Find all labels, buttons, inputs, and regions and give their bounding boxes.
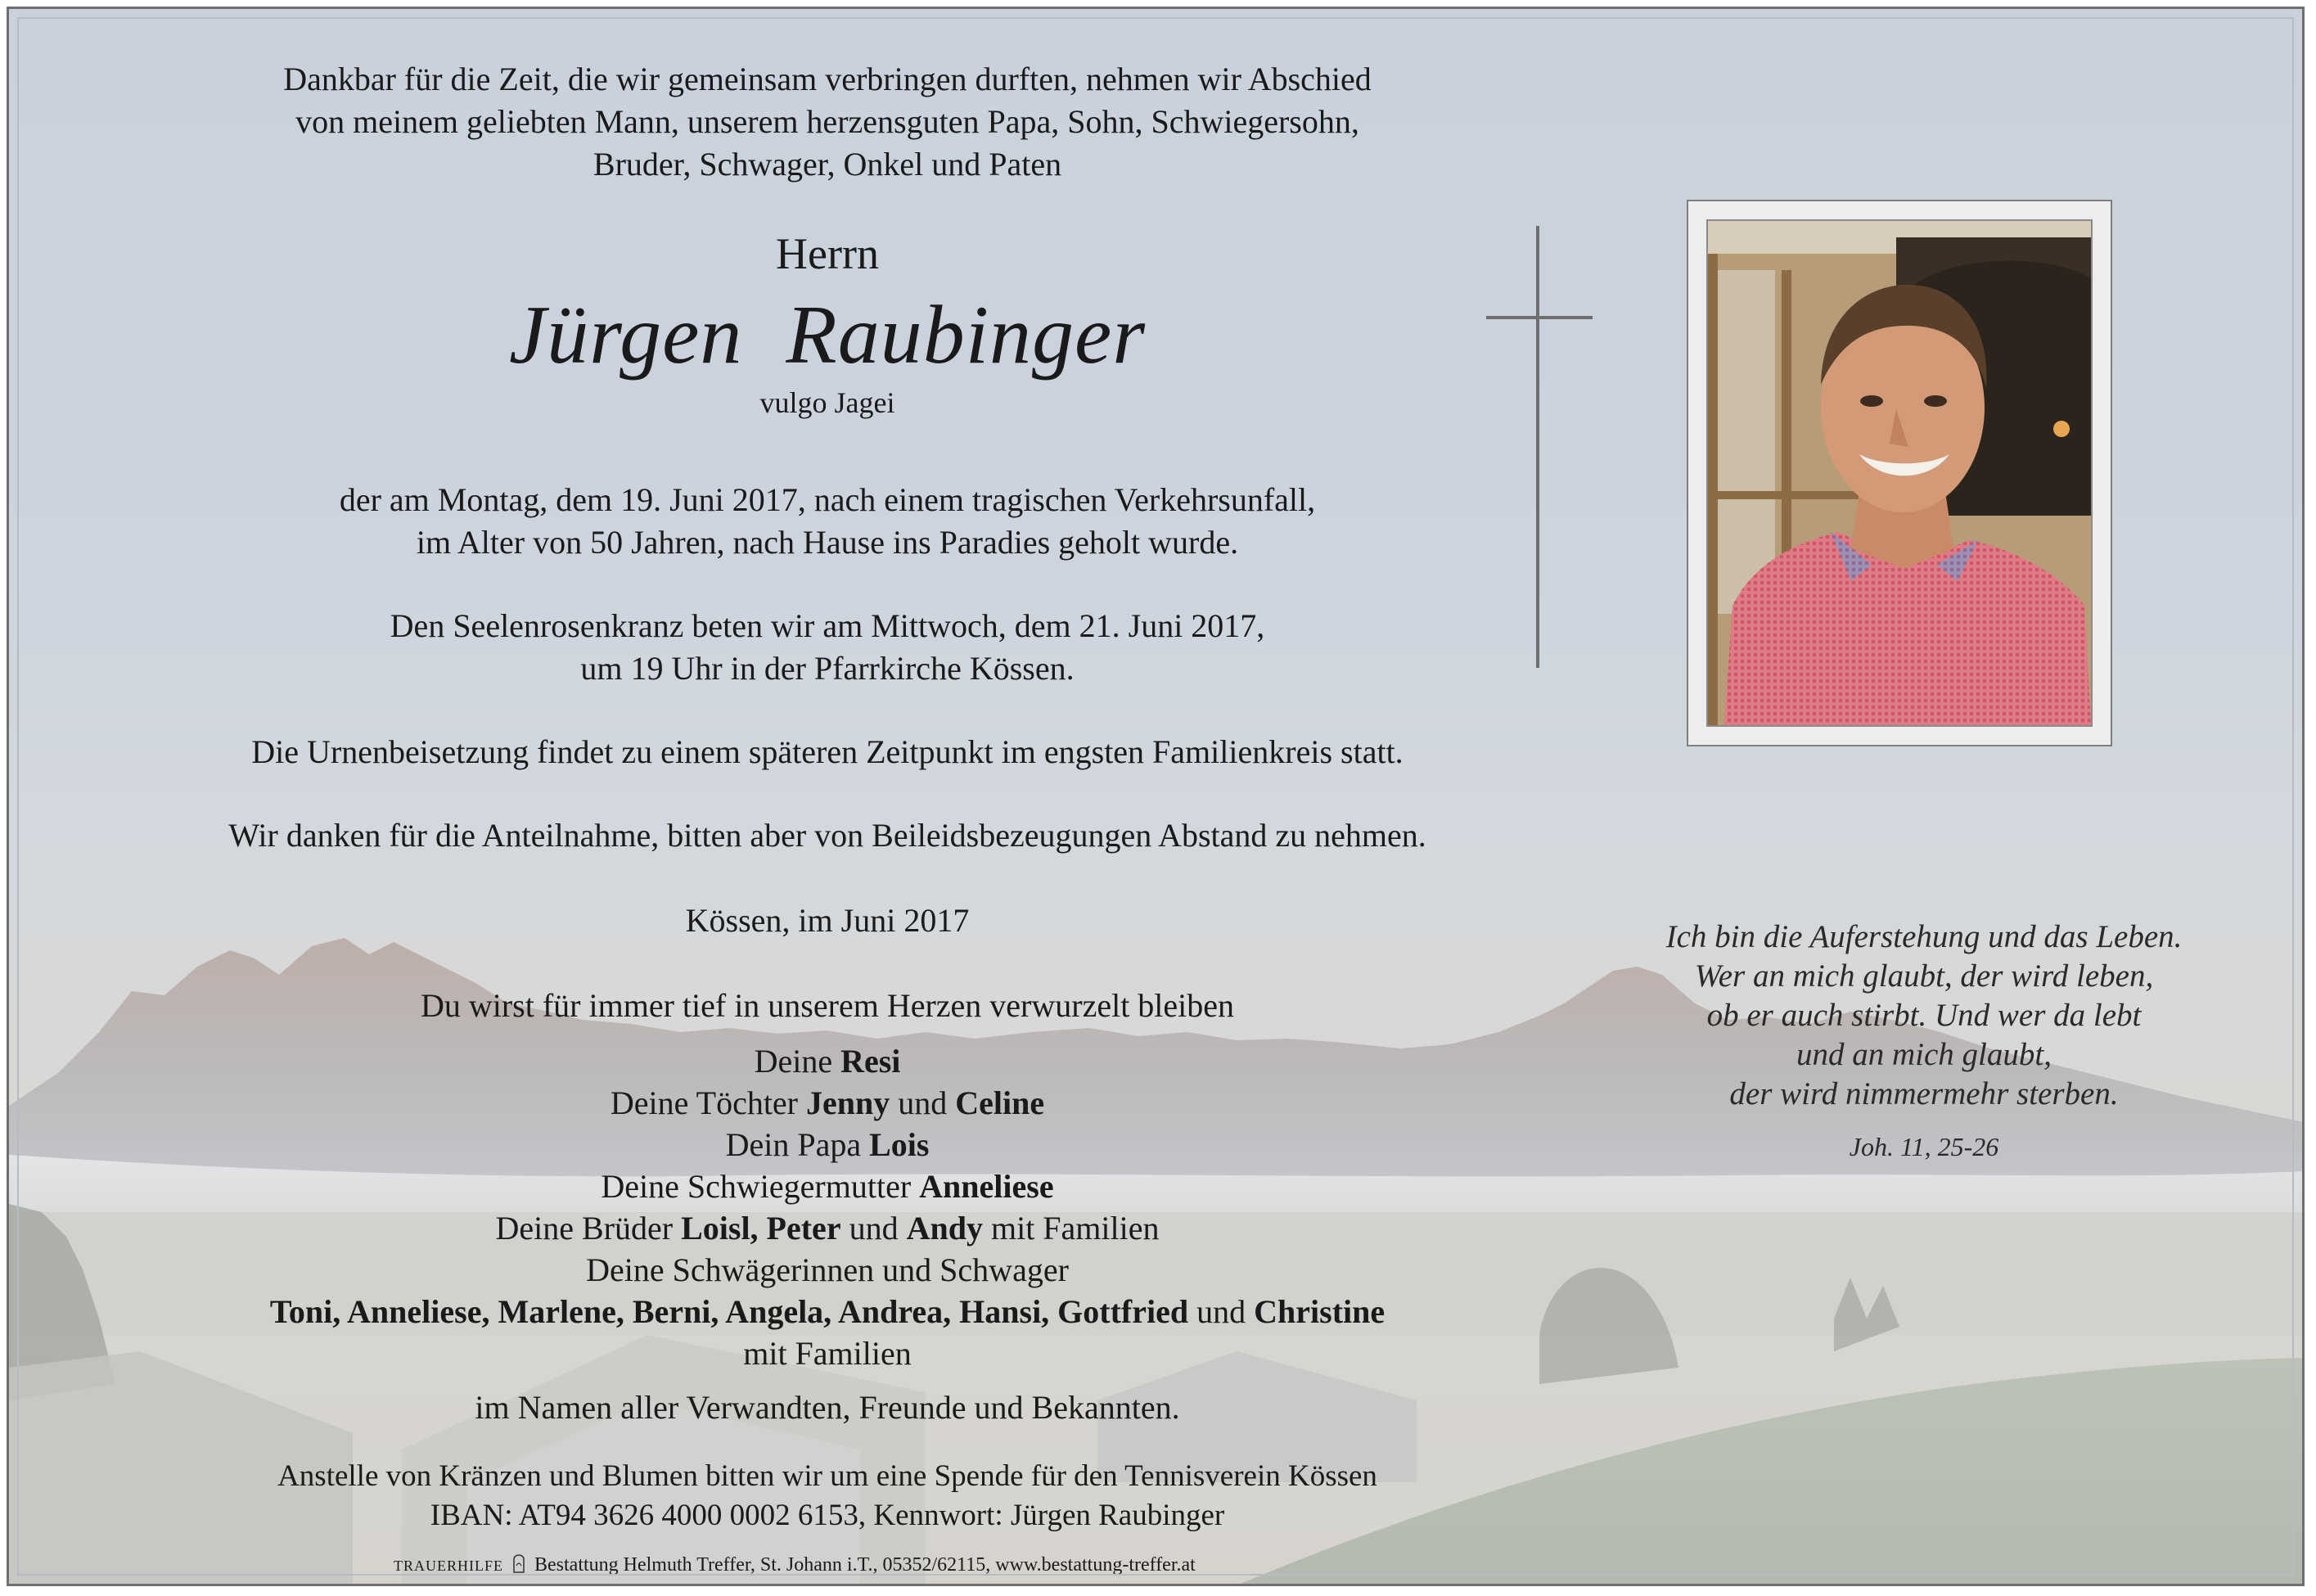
death-notice-line-2: im Alter von 50 Jahren, nach Hause ins Paradies geholt wurde. (416, 524, 1239, 561)
mourner-daughters-prefix: Deine Töchter (610, 1084, 807, 1121)
mourner-wife (99, 1040, 1556, 1083)
mourner-wife-prefix: Deine (754, 1043, 841, 1080)
nickname: vulgo Jagei (759, 386, 895, 419)
mourner-inlaw-list: Toni, Anneliese, Marlene, Berni, Angela, Andrea, Hansi, Gottfried (269, 1293, 1189, 1330)
mourner-daughters (99, 1082, 1556, 1125)
portrait-photo (1706, 219, 2093, 727)
mourner-brothers (99, 1207, 1556, 1250)
conjunction: und (1188, 1293, 1255, 1330)
main-text-column (99, 9, 1556, 1585)
intro-line-2: von meinem geliebten Mann, unserem herzensguten Papa, Sohn, Schwiegersohn, (295, 103, 1359, 140)
death-notice-line-1: der am Montag, dem 19. Juni 2017, nach einem tragischen Verkehrsunfall, (339, 481, 1316, 518)
portrait-illustration (1708, 221, 2091, 725)
mourner-inlaws-names (99, 1291, 1556, 1333)
mourner-father-prefix: Dein Papa (725, 1126, 870, 1163)
portrait-frame (1687, 200, 2112, 746)
donation-line-2: IBAN: AT94 3626 4000 0002 6153, Kennwort: Jürgen Raubinger (430, 1499, 1225, 1532)
quote-line-1: Ich bin die Auferstehung und das Leben. (1665, 919, 2183, 954)
mourner-on-behalf: im Namen aller Verwandten, Freunde und Bekannten. (475, 1389, 1180, 1426)
place-date: Kössen, im Juni 2017 (685, 902, 970, 939)
mourner-daughter-2: Celine (955, 1084, 1045, 1121)
funeral-home-logo-icon (511, 1554, 526, 1574)
thanks-notice: Wir danken für die Anteilnahme, bitten aber von Beileidsbezeugungen Abstand zu nehmen. (228, 817, 1426, 854)
intro-line-1: Dankbar für die Zeit, die wir gemeinsam verbringen durften, nehmen wir Abschied (283, 61, 1372, 97)
mourner-mil-name: Anneliese (919, 1168, 1054, 1205)
cross-icon (1536, 226, 1539, 668)
mourner-inlaw-last: Christine (1254, 1293, 1386, 1330)
conjunction: und (840, 1210, 907, 1247)
motto: Du wirst für immer tief in unserem Herzen verwurzelt bleiben (420, 987, 1235, 1024)
mourner-wife-name: Resi (840, 1043, 901, 1080)
footer-text: Bestattung Helmuth Treffer, St. Johann i.T., 05352/62115, www.bestattung-treffer.at (534, 1554, 1196, 1576)
mourner-brothers-prefix: Deine Brüder (495, 1210, 682, 1247)
rosary-line-1: Den Seelenrosenkranz beten wir am Mittwoch, dem 21. Juni 2017, (390, 607, 1265, 644)
deceased-name: Jürgen Raubinger (508, 289, 1147, 381)
quote-line-5: der wird nimmermehr sterben. (1729, 1076, 2119, 1111)
mourner-brothers-names: Loisl, Peter (681, 1210, 841, 1247)
urn-notice: Die Urnenbeisetzung findet zu einem späteren Zeitpunkt im engsten Familienkreis statt. (251, 733, 1404, 770)
footer-brand: TRAUERHILFE (394, 1558, 503, 1574)
mourner-inlaws-heading: Deine Schwägerinnen und Schwager (586, 1251, 1069, 1288)
mourner-daughter-1: Jenny (806, 1084, 890, 1121)
bible-quote (1564, 917, 2284, 1162)
mourner-brother-3: Andy (906, 1210, 983, 1247)
quote-line-3: ob er auch stirbt. Und wer da lebt (1706, 998, 2142, 1033)
mourner-brothers-suffix: mit Familien (982, 1210, 1160, 1247)
rosary-line-2: um 19 Uhr in der Pfarrkirche Kössen. (580, 650, 1075, 687)
obituary-card (7, 7, 2305, 1586)
quote-source: Joh. 11, 25-26 (1849, 1132, 1999, 1161)
salutation: Herrn (776, 229, 879, 278)
quote-line-4: und an mich glaubt, (1796, 1037, 2052, 1072)
intro-line-3: Bruder, Schwager, Onkel und Paten (593, 146, 1062, 183)
mourner-with-families: mit Familien (743, 1335, 912, 1372)
mourner-father (99, 1124, 1556, 1166)
mourner-mother-in-law (99, 1165, 1556, 1208)
conjunction: und (890, 1084, 956, 1121)
footer-credit (394, 1554, 1294, 1576)
mourner-mil-prefix: Deine Schwiegermutter (601, 1168, 920, 1205)
quote-line-2: Wer an mich glaubt, der wird leben, (1694, 958, 2154, 994)
donation-line-1: Anstelle von Kränzen und Blumen bitten wir um eine Spende für den Tennisverein Kössen (277, 1459, 1377, 1493)
mourner-father-name: Lois (869, 1126, 930, 1163)
cross-icon-bar (1486, 316, 1593, 319)
